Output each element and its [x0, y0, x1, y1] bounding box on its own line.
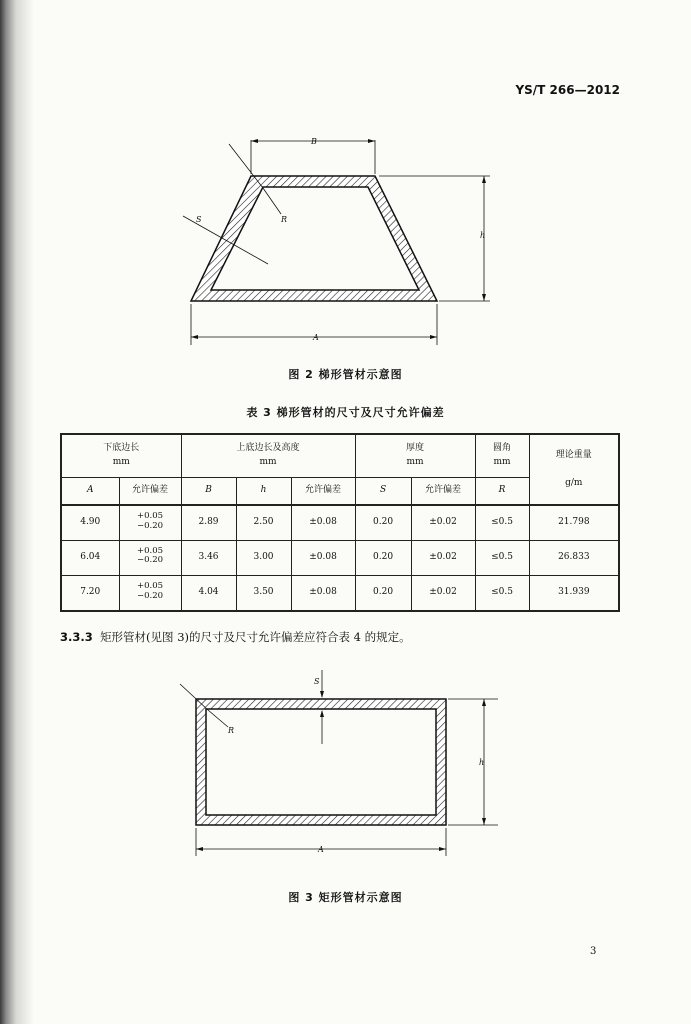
cell-weight: 31.939	[529, 575, 619, 611]
cell-tol-bh: ±0.08	[291, 540, 355, 575]
tol-plus: +0.05	[136, 546, 164, 557]
header-weight-unit: g/m	[565, 477, 583, 488]
header-thickness-unit: mm	[406, 456, 424, 467]
subheader-tol-bh: 允许偏差	[291, 477, 355, 505]
page-number: 3	[590, 946, 597, 957]
label-S: S	[196, 215, 202, 224]
header-thickness-title: 厚度	[406, 443, 425, 454]
cell-S: 0.20	[355, 540, 411, 575]
cell-B: 4.04	[181, 575, 236, 611]
cell-R: ≤0.5	[475, 505, 529, 540]
subheader-S: S	[355, 477, 411, 505]
section-text: 矩形管材(见图 3)的尺寸及尺寸允许偏差应符合表 4 的规定。	[100, 630, 411, 644]
label-h: h	[480, 231, 486, 240]
label-R: R	[281, 215, 288, 224]
label-h: h	[479, 758, 485, 767]
header-weight	[529, 434, 619, 505]
tol-plus: +0.05	[136, 581, 164, 592]
tol-minus: −0.20	[136, 555, 164, 566]
header-thickness	[355, 434, 475, 477]
section-3-3-3	[60, 629, 411, 645]
header-top-unit: mm	[259, 456, 277, 467]
table3-dimensions	[60, 433, 620, 612]
trapezoid-wall	[191, 176, 437, 301]
figure3-caption: 图 3 矩形管材示意图	[288, 891, 403, 904]
cell-tol-s: ±0.02	[411, 505, 475, 540]
rectangle-wall	[196, 699, 446, 825]
subheader-tol-s: 允许偏差	[411, 477, 475, 505]
cell-A: 6.04	[61, 540, 119, 575]
cell-h: 2.50	[236, 505, 291, 540]
cell-A: 4.90	[61, 505, 119, 540]
figure-rectangle-diagram	[0, 664, 691, 860]
header-radius	[475, 434, 529, 477]
cell-h: 3.00	[236, 540, 291, 575]
standard-number: YS/T 266—2012	[515, 83, 620, 97]
cell-B: 2.89	[181, 505, 236, 540]
cell-S: 0.20	[355, 505, 411, 540]
cell-B: 3.46	[181, 540, 236, 575]
label-A: A	[318, 845, 324, 854]
table-row	[61, 505, 619, 540]
cell-tol-bh: ±0.08	[291, 505, 355, 540]
label-R: R	[228, 726, 235, 735]
cell-tol-s: ±0.02	[411, 540, 475, 575]
header-top-length-height	[181, 434, 355, 477]
table-row	[61, 575, 619, 611]
header-bottom-length-unit: mm	[112, 456, 130, 467]
label-A: A	[313, 333, 319, 342]
tol-minus: −0.20	[136, 520, 164, 531]
figure-trapezoid-diagram	[0, 130, 691, 350]
cell-tol-a	[119, 540, 181, 575]
label-S: S	[314, 677, 320, 686]
cell-A: 7.20	[61, 575, 119, 611]
subheader-tol-a: 允许偏差	[119, 477, 181, 505]
subheader-R: R	[475, 477, 529, 505]
subheader-h: h	[236, 477, 291, 505]
table3-caption: 表 3 梯形管材的尺寸及尺寸允许偏差	[246, 406, 445, 419]
header-radius-title: 圆角	[493, 443, 512, 454]
header-weight-title: 理论重量	[555, 450, 592, 460]
header-bottom-length-title: 下底边长	[103, 443, 140, 454]
label-B: B	[311, 137, 317, 146]
subheader-A: A	[61, 477, 119, 505]
figure2-caption: 图 2 梯形管材示意图	[288, 368, 403, 381]
tol-plus: +0.05	[136, 511, 164, 522]
cell-tol-a	[119, 575, 181, 611]
header-radius-unit: mm	[493, 456, 511, 467]
cell-weight: 26.833	[529, 540, 619, 575]
cell-R: ≤0.5	[475, 575, 529, 611]
cell-S: 0.20	[355, 575, 411, 611]
cell-h: 3.50	[236, 575, 291, 611]
subheader-B: B	[181, 477, 236, 505]
section-number: 3.3.3	[60, 630, 93, 644]
tol-minus: −0.20	[136, 590, 164, 601]
cell-tol-bh: ±0.08	[291, 575, 355, 611]
cell-tol-s: ±0.02	[411, 575, 475, 611]
table-row	[61, 540, 619, 575]
cell-R: ≤0.5	[475, 540, 529, 575]
header-bottom-length	[61, 434, 181, 477]
cell-weight: 21.798	[529, 505, 619, 540]
cell-tol-a	[119, 505, 181, 540]
header-top-title: 上底边长及高度	[236, 443, 300, 454]
